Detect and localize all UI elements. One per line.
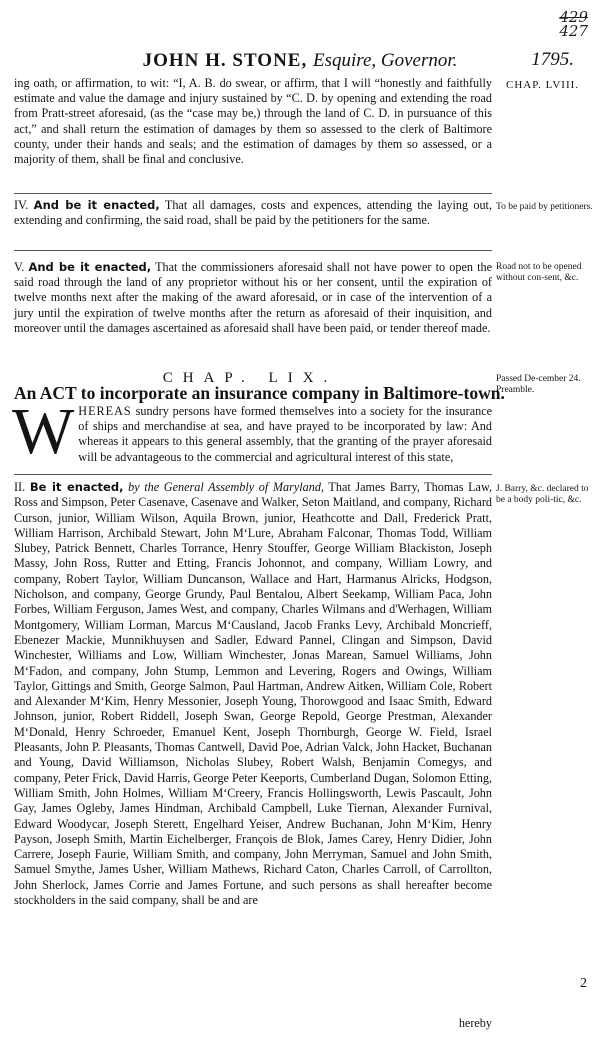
oath-paragraph [14,76,492,167]
oath-text: ing oath, or affirmation, to wit: “I, A. B. do swear, or affirm, that I will “honestly and faithfully estimate and value the damage and injury sustained by “C. D. by opening and extending the road from Pratt-street aforesaid, (as the “case may be,) through the land of C. D. in pursuance of this act,” and shall return the estimation of damages by them so assessed to the clerk of Baltimore county, under their hands and seals; and the estimation of damages by them so assessed, or a majority of them, shall be final and conclusive. [14,76,492,167]
margin-chapter-reference: CHAP. LVIII. [506,79,580,91]
section-v-numeral: V. [14,260,25,274]
section-ii-text: That James Barry, Thomas Law, Ross and Simpson, Peter Casenave, Casenave and Walker, Seton Maitland, and company, Richard Curson, junior, William Wilson, Aquila Brown, junior, Heathcotte and Dall, Frederick Pratt, William Harrison, Archibald Stewart, John M‘Lure, Abraham Falconar, Thomas Todd, William Slubey, Patrick Bennett, Charles Torrance, Henry Stouffer, George William Blackiston, Joseph Massy, John Ross, Rutter and Etting, Francis Johonnot, and company, William Lowry, and company, Robert Taylor, William Duncanson, Wallace and Hart, Harmanus Alricks, Hodgson, Nicholson, and company, George Grundy, Paul Bentalou, Albert Seekamp, William Paca, John Forbes, William Ferguson, James West, and company, Charles Wilmans and d'Werhagen, William Montgomery, William Lorman, Marcus M‘Causland, Jacob Franks Levy, Archibald Moncrieff, Ebenezer Mackie, Munnikhuysen and Sadler, Edward Pannel, Clingan and Simpson, David Winchester, Williams and Low, William Winchester, Jonas Marean, Samuel Williams, John M‘Fadon, and company, John Stump, Lemmon and Levering, Rogers and Owings, William Taylor, Gittings and Smith, George Salmon, Paul Hartman, Andrew Aitken, William Cole, Robert and Alexander M‘Kim, Henry Messonier, Joseph Young, Thorowgood and Isaac Smith, Edward Johnson, junior, Robert Riddell, Joseph Swan, George Repold, George Prestman, Alexander M‘Donald, Henry Schroeder, Emanuel Kent, Joseph Thornburgh, George W. Field, Israel Pleasants, John P. Pleasants, Thomas Cantwell, David Poe, Adrian Valck, John Hacket, Buchanan and Young, David Williamson, Nicholas Slubey, Robert Walsh, Benjamin Comegys, and company, Peter Frick, David Harris, George Peter Keeports, Cumberland Dugan, Solomon Etting, William Smith, John Holmes, William M‘Creery, Francis Hollingsworth, Lewis Pascault, John Gay, James Ogleby, James Hindman, Archibald Campbell, Luke Tiernan, Alexander Furnival, Edward Woodycar, Joseph Sterett, Engelhard Yeiser, Andrew Buchanan, John M‘Kim, Henry Payson, Joseph Smith, Martin Eichelberger, François de Blok, James Carey, Henry Didier, John Carrere, Joseph Faurie, William Smith, and company, John Merryman, Samuel and John Smith, Samuel Smythe, James Usher, William Mathews, Richard Caton, Charles Carroll, of Carrollton, John Sherlock, James Corrie and James Fortune, and such persons as shall hereafter become stockholders in the said company, shall be and are [14,480,493,908]
section-iv-numeral: IV. [14,198,29,212]
section-divider [14,193,492,194]
drop-capital: W [12,395,75,468]
section-ii-authority: by the General Assembly of Maryland, [128,480,324,494]
governor-title: Esquire, Governor. [312,50,458,71]
section-divider [14,474,492,475]
margin-note-incorporated: J. Barry, &c. declared to be a body poli-tic, &c. [496,484,589,505]
preamble-first-word: HEREAS [78,404,132,418]
margin-side-mark: 2 [580,976,587,991]
section-iv-enacting-clause: And be it enacted, [33,198,160,212]
preamble-text: sundry persons have formed themselves into a society for the insurance of ships and merchandise at sea, and have prayed to be incorporated by law: And whereas it appears to this general assembly, that the granting of the prayer aforesaid will be advantageous to the commercial and agricultural interest of this state, [78,404,493,464]
section-ii-enacting-clause: Be it enacted, [29,480,124,494]
catchword: hereby [458,1016,492,1030]
struck-folio-number: 429 [559,8,588,26]
preamble [12,395,493,468]
margin-note-paid-by-petitioners: To be paid by petitioners. [496,202,593,212]
running-head [0,50,600,72]
chapter-heading: CHAP. LIX. [162,370,338,386]
folio-number: 427 [559,22,588,40]
section-ii [14,480,492,908]
governor-name: JOHN H. STONE, [142,50,308,71]
section-divider [14,250,492,251]
section-ii-numeral: II. [14,480,26,494]
margin-note-passed: Passed De-cember 24. Preamble. [496,374,581,395]
handwritten-folio [528,10,588,38]
section-iv [14,198,492,228]
margin-note-road-not-opened: Road not to be opened without con-sent, &c. [496,262,582,283]
section-v-enacting-clause: And be it enacted, [28,260,152,274]
section-iv-text: That all damages, costs and expences, attending the laying out, extending and confirming, the said road, shall be paid by the petitioners for the same. [14,198,492,228]
section-v-text: That the commissioners aforesaid shall not have power to open the said road through the land of any proprietor without his or her consent, until the expiration of twelve months next after the making of the award aforesaid, or in case of the intervention of a jury until the expiration of twelve months after the return as aforesaid of their inquisition, and moreover until the damages ascertained as aforesaid shall have been paid, or tender thereof made. [14,260,493,335]
page-year: 1795. [531,49,574,70]
section-v [14,260,492,336]
act-title: An ACT to incorporate an insurance company in Baltimore-town. [14,383,505,403]
